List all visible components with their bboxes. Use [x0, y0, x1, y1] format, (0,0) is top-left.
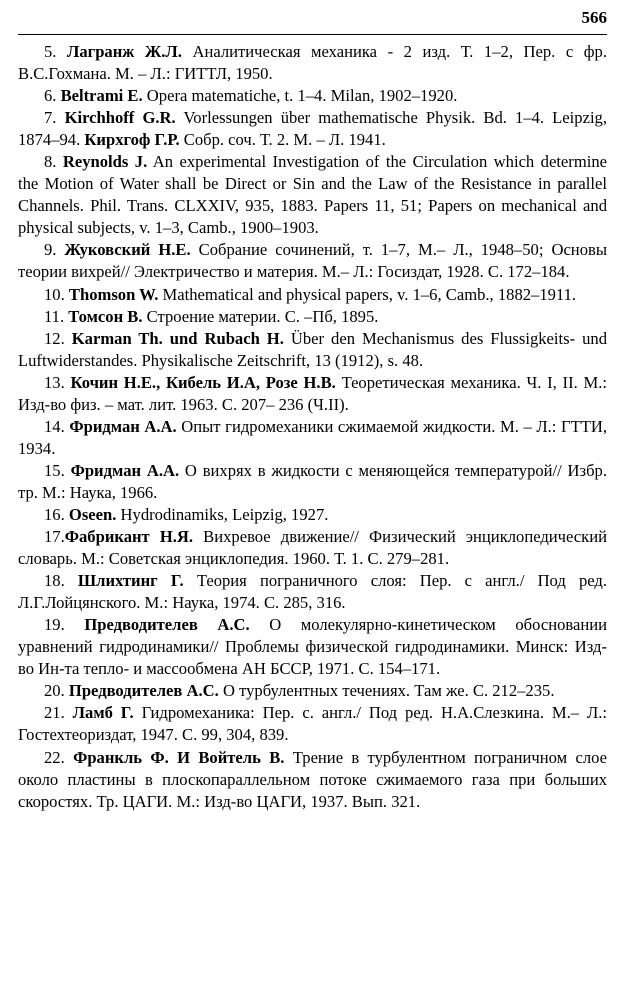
reference-item: [18, 239, 607, 283]
reference-number: 22.: [44, 747, 65, 767]
reference-text: Вихревое движение// Физический энциклопедический словарь. М.: Советская энциклопедия. 1960. Т. 1. С. 279–281.: [18, 527, 607, 569]
document-page: [18, 8, 607, 813]
reference-item: [18, 747, 607, 813]
page-number: 566: [581, 8, 607, 27]
reference-number: 18.: [44, 571, 65, 591]
reference-item: [18, 460, 607, 504]
reference-text: Гидромеханика: Пер. с. англ./ Под ред. Н.А.Слезкина. М.– Л.: Гостехтеориздат, 1947. С. 99, 304, 839.: [18, 703, 608, 745]
reference-number: 9.: [44, 240, 57, 260]
reference-text: Трение в турбулентном пограничном слое около пластины в плоскопараллельном потоке сжимаемого газа при больших скоростях. Тр. ЦАГИ. М.: Изд-во ЦАГИ, 1937. Вып. 321.: [18, 747, 607, 811]
reference-number: 12.: [44, 328, 65, 348]
reference-text-secondary: Собр. соч. Т. 2. М. – Л. 1941.: [183, 130, 386, 150]
reference-item: [18, 107, 607, 151]
reference-item: [18, 372, 607, 416]
reference-author: Kirchhoff G.R.: [64, 108, 176, 128]
reference-number: 7.: [44, 108, 57, 128]
reference-author: Beltrami E.: [60, 86, 143, 106]
reference-text: О молекулярно-кинетическом обосновании уравнений гидродинамики// Проблемы физической гидродинамики. Минск: Изд-во Ин-та тепло- и массообмена АН БССР, 1971. С. 154–171.: [18, 615, 607, 679]
reference-item: [18, 702, 607, 746]
reference-number: 13.: [44, 372, 65, 392]
reference-text: An experimental Investigation of the Circulation which determine the Motion of Water shall be Direct or Sin and the Law of the Resistance in parallel Channels. Phil. Trans. CLXXIV, 935, 1883. Papers 11, 51; Papers on mechanical and physical subjects, v. 1–3, Camb., 1900–1903.: [18, 152, 608, 238]
reference-number: 8.: [44, 152, 57, 172]
reference-text: Opera matematiche, t. 1–4. Milan, 1902–1920.: [146, 86, 458, 106]
reference-item: [18, 328, 607, 372]
reference-item: [18, 614, 607, 680]
reference-author: Thomson W.: [68, 284, 159, 304]
reference-author: Предводителев А.С.: [84, 615, 250, 635]
reference-item: [18, 306, 607, 328]
reference-number: 6.: [44, 86, 57, 106]
reference-number: 14.: [44, 416, 65, 436]
reference-author: Фридман А.А.: [70, 460, 180, 480]
reference-number: 19.: [44, 615, 65, 635]
reference-text: Строение материи. С. –Пб, 1895.: [146, 306, 379, 326]
reference-text: Mathematical and physical papers, v. 1–6, Camb., 1882–1911.: [162, 284, 577, 304]
reference-number: 15.: [44, 460, 65, 480]
reference-item: [18, 570, 607, 614]
reference-author: Лагранж Ж.Л.: [67, 42, 182, 61]
reference-number: 11.: [44, 306, 65, 326]
reference-text: О турбулентных течениях. Там же. С. 212–235.: [222, 681, 555, 701]
reference-author: Кочин Н.Е., Кибель И.А, Розе Н.В.: [70, 372, 336, 392]
reference-item: [18, 504, 607, 526]
reference-list: [18, 41, 607, 813]
reference-item: [18, 416, 607, 460]
reference-number: 10.: [44, 284, 65, 304]
reference-author: Reynolds J.: [62, 152, 148, 172]
reference-item: [18, 526, 607, 570]
reference-text: Аналитическая механика - 2 изд. Т. 1–2, Пер. с фр. В.С.Гохмана. М. – Л.: ГИТТЛ, 1950.: [18, 42, 607, 84]
reference-text: Теория пограничного слоя: Пер. с англ./ Под ред. Л.Г.Лойцянского. М.: Наука, 1974. С. 285, 316.: [18, 571, 607, 613]
reference-author: Karman Th. und Rubach H.: [71, 328, 284, 348]
reference-author: Шлихтинг Г.: [77, 571, 184, 591]
reference-author: Томсон В.: [68, 306, 143, 326]
reference-number: 5.: [44, 42, 57, 61]
reference-text: О вихрях в жидкости с меняющейся температурой// Избр. тр. М.: Наука, 1966.: [18, 460, 607, 502]
reference-number: 21.: [44, 703, 65, 723]
reference-author-secondary: Кирхгоф Г.Р.: [84, 130, 180, 150]
reference-author: Жуковский Н.Е.: [64, 240, 191, 260]
reference-text: Теоретическая механика. Ч. I, II. М.: Изд-во физ. – мат. лит. 1963. С. 207– 236 (Ч.II).: [18, 372, 608, 414]
reference-item: [18, 41, 607, 85]
reference-text: Vorlessungen über mathematische Physik. Bd. 1–4. Leipzig, 1874–94.: [18, 108, 607, 150]
reference-number: 16.: [44, 504, 65, 524]
reference-author: Ламб Г.: [72, 703, 134, 723]
reference-author: Франкль Ф. И Войтель В.: [73, 747, 285, 767]
reference-text: Собрание сочинений, т. 1–7, М.– Л., 1948–50; Основы теории вихрей// Электричество и материя. М.– Л.: Госиздат, 1928. С. 172–184.: [18, 240, 607, 282]
reference-author: Предводителев А.С.: [68, 681, 219, 701]
reference-number: 20.: [44, 681, 65, 701]
reference-author: Oseen.: [68, 504, 117, 524]
reference-text: Über den Mechanismus des Flussigkeits- und Luftwiderstandes. Physikalische Zeitschrift, 13 (1912), s. 48.: [18, 328, 607, 370]
reference-text: Опыт гидромеханики сжимаемой жидкости. М. – Л.: ГТТИ, 1934.: [18, 416, 607, 458]
reference-number: 17.: [44, 527, 65, 547]
reference-author: Фридман А.А.: [69, 416, 177, 436]
reference-item: [18, 85, 607, 107]
reference-item: [18, 680, 607, 702]
reference-item: [18, 151, 607, 239]
reference-author: Фабрикант Н.Я.: [64, 527, 194, 547]
reference-text: Hydrodinamiks, Leipzig, 1927.: [120, 504, 329, 524]
reference-item: [18, 284, 607, 306]
header-rule: [18, 34, 607, 35]
